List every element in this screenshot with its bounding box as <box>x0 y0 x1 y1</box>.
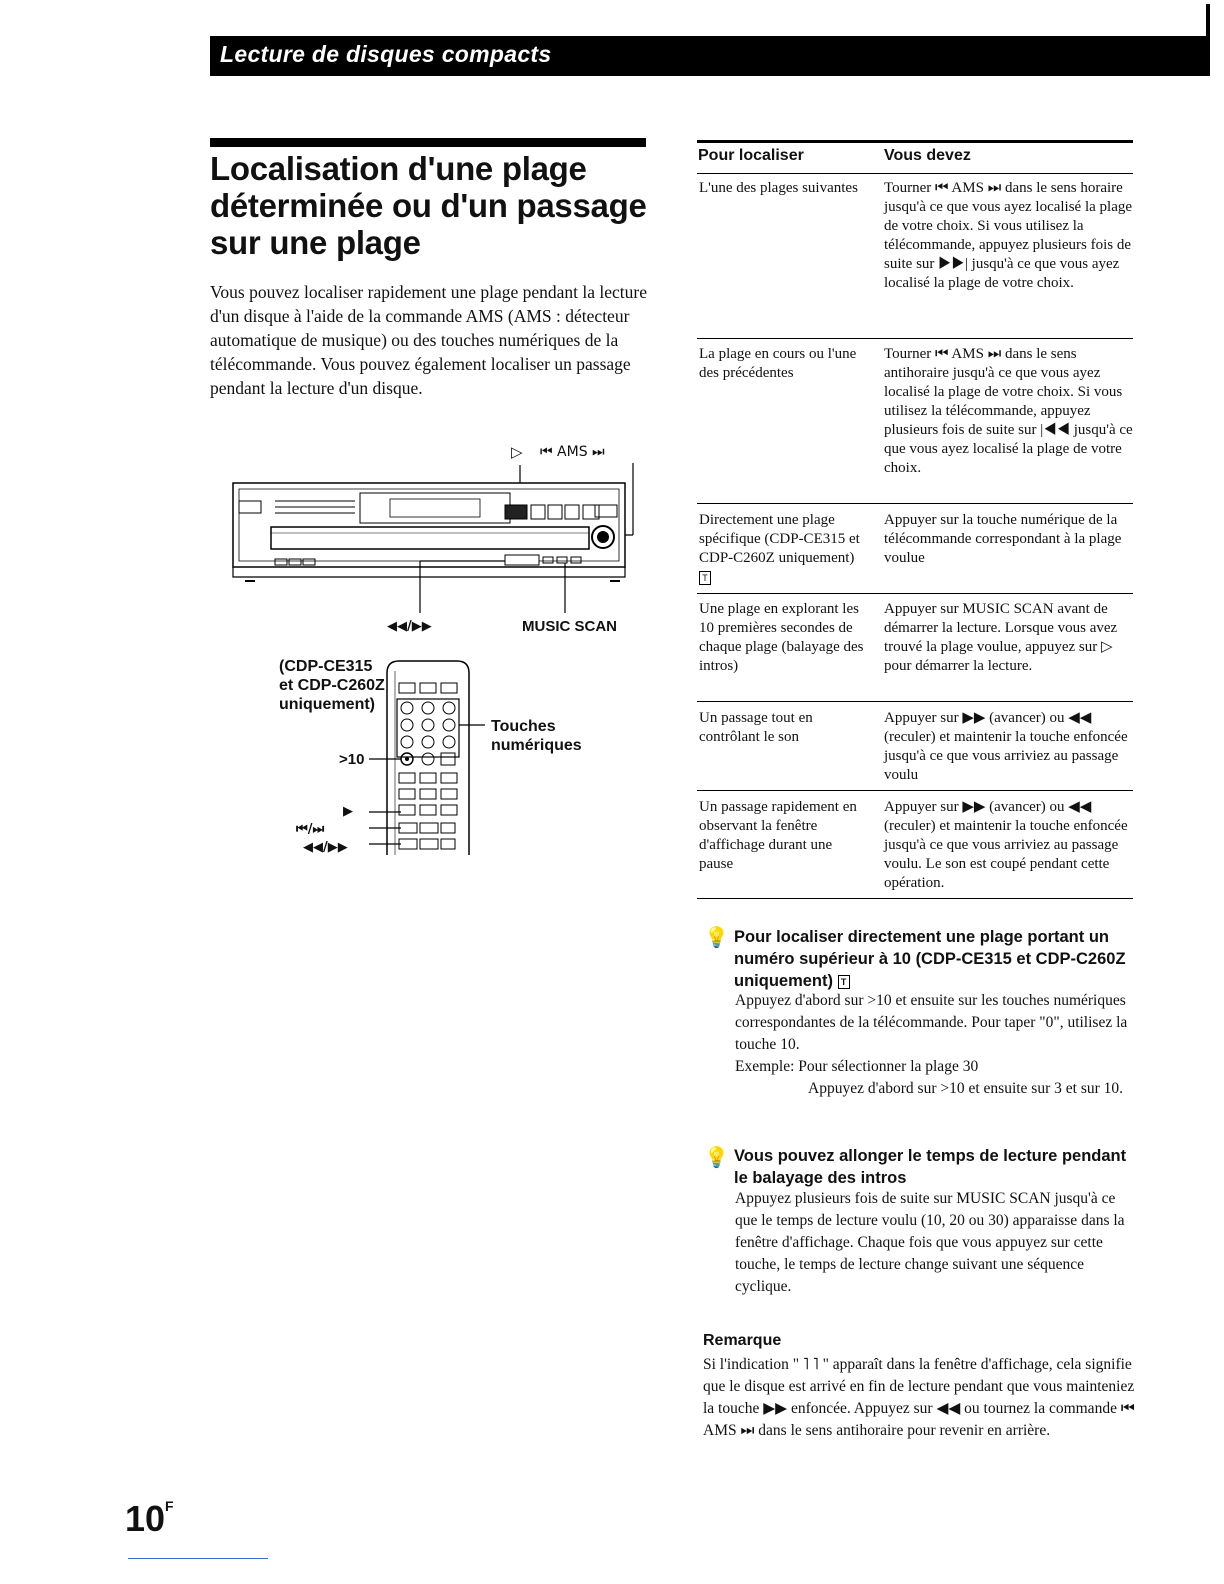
example-text: Pour sélectionner la plage 30 <box>798 1058 979 1075</box>
example-detail: Appuyez d'abord sur >10 et ensuite sur 3 et sur 10. <box>808 1080 1124 1097</box>
table-header-rule <box>697 173 1133 174</box>
page-number <box>125 1498 174 1540</box>
lightbulb-icon: 💡 <box>704 925 729 949</box>
music-scan-label: MUSIC SCAN <box>522 618 618 635</box>
cell-action: Appuyer sur MUSIC SCAN avant de démarrer la lecture. Lorsque vous avez trouvé la plage voulue, appuyez sur ▷ pour démarrer la lecture. <box>884 601 1118 674</box>
lightbulb-icon: 💡 <box>704 1145 729 1169</box>
cell-action: Appuyer sur la touche numérique de la télécommande correspondant à la plage voulue <box>884 512 1122 566</box>
title-rule <box>210 138 646 147</box>
cell-action: Appuyer sur ▶▶ (avancer) ou ◀◀ (reculer) et maintenir la touche enfoncée jusqu'à ce que vous arriviez au passage voulu. Le son est coupé pendant cette opération. <box>884 799 1128 891</box>
table-header-action: Vous devez <box>884 147 971 164</box>
page-number-value: 10 <box>125 1498 166 1539</box>
caption-line: (CDP-CE315 <box>279 658 373 675</box>
tip-title-text: Pour localiser directement une plage portant un numéro supérieur à 10 (CDP-CE315 et CDP-C260Z uniquement) <box>734 928 1126 990</box>
row-divider <box>697 790 1133 791</box>
caption-line: uniquement) <box>279 696 375 713</box>
cell-locate-text: Directement une plage spécifique (CDP-CE315 et CDP-C260Z uniquement) <box>699 512 860 566</box>
play-button-label: ▶ <box>343 804 353 819</box>
tip-body: Appuyez d'abord sur >10 et ensuite sur les touches numériques correspondantes de la télécommande. Pour taper "0", utilisez la touche 10. <box>735 992 1128 1053</box>
thumb-tab <box>1206 4 1210 66</box>
bottom-rule <box>128 1558 268 1559</box>
example-label: Exemple: <box>735 1058 795 1075</box>
cell-locate <box>699 511 869 587</box>
play-symbol-label: ▷ <box>511 444 523 461</box>
remote-only-icon: T <box>838 975 850 989</box>
tip-example <box>735 1056 1135 1078</box>
remote-only-icon: T <box>699 571 711 585</box>
tip-title <box>734 926 1134 992</box>
tip-title: Vous pouvez allonger le temps de lecture pendant le balayage des intros <box>734 1147 1127 1187</box>
row-divider <box>697 338 1133 339</box>
cell-action: Appuyer sur ▶▶ (avancer) ou ◀◀ (reculer) et maintenir la touche enfoncée jusqu'à ce que vous arriviez au passage voulu <box>884 710 1128 783</box>
row-divider <box>697 593 1133 594</box>
skip-buttons-label: ⏮/⏭ <box>296 822 325 837</box>
table-header-locate: Pour localiser <box>698 147 804 164</box>
cell-locate: Une plage en explorant les 10 premières secondes de chaque plage (balayage des intros) <box>699 601 864 674</box>
page-suffix: F <box>165 1498 174 1514</box>
cell-locate: L'une des plages suivantes <box>699 180 858 196</box>
label-line: numériques <box>491 737 582 754</box>
label-line: Touches <box>491 718 556 735</box>
title-line: sur une plage <box>210 224 421 261</box>
caption-line: et CDP-C260Z <box>279 677 385 694</box>
section-title: Lecture de disques compacts <box>220 41 552 67</box>
cell-action: Tourner ⏮ AMS ⏭ dans le sens antihoraire jusqu'à ce que vous ayez localisé la plage de votre choix. Si vous utilisez la télécommande, appuyez plusieurs fois de suite sur |◀◀ jusqu'à ce que vous ayez localisé la plage de votre choix. <box>884 346 1133 476</box>
title-line: Localisation d'une plage <box>210 150 587 187</box>
cell-locate: Un passage rapidement en observant la fenêtre d'affichage durant une pause <box>699 799 857 872</box>
gt10-label: >10 <box>339 751 365 768</box>
cell-locate: La plage en cours ou l'une des précédentes <box>699 346 857 381</box>
row-divider <box>697 503 1133 504</box>
remote-control-illustration <box>355 655 485 860</box>
cell-locate: Un passage tout en contrôlant le son <box>699 710 813 745</box>
remark-title: Remarque <box>703 1332 782 1349</box>
table-bottom-rule <box>697 898 1133 899</box>
intro-paragraph: Vous pouvez localiser rapidement une plage pendant la lecture d'un disque à l'aide de la commande AMS (AMS : détecteur automatique de musique) ou des touches numériques de la télécommande. Vous pouvez également localiser un passage pendant la lecture d'un disque. <box>210 282 648 398</box>
search-remote-label: ◀◀/▶▶ <box>303 840 348 855</box>
ams-label: ⏮ AMS ⏭ <box>540 444 605 460</box>
section-header-bar <box>210 36 1210 76</box>
row-divider <box>697 701 1133 702</box>
title-line: déterminée ou d'un passage <box>210 187 647 224</box>
remark-body: Si l'indication " ˥ ˥ " apparaît dans la fenêtre d'affichage, cela signifie que le disque est arrivé en fin de lecture pendant que vous mainteniez la touche ▶▶ enfoncée. Appuyez sur ◀◀ ou tournez la commande ⏮ AMS ⏭ dans le sens antihoraire pour revenir en arrière. <box>703 1356 1135 1439</box>
numeric-keys-label <box>491 717 582 755</box>
page-title <box>210 150 650 261</box>
table-top-rule <box>697 140 1133 143</box>
cell-action: Tourner ⏮ AMS ⏭ dans le sens horaire jusqu'à ce que vous ayez localisé la plage de votre choix. Si vous utilisez la télécommande, appuyez plusieurs fois de suite sur ▶▶| jusqu'à ce que vous ayez localisé la plage de votre choix. <box>884 180 1133 291</box>
tip-body: Appuyez plusieurs fois de suite sur MUSIC SCAN jusqu'à ce que le temps de lecture voulu (10, 20 ou 30) apparaisse dans la fenêtre d'affichage. Chaque fois que vous appuyez sur cette touche, le temps de lecture change suivant une séquence cyclique. <box>735 1190 1125 1295</box>
search-buttons-label: ◀◀/▶▶ <box>387 619 432 634</box>
